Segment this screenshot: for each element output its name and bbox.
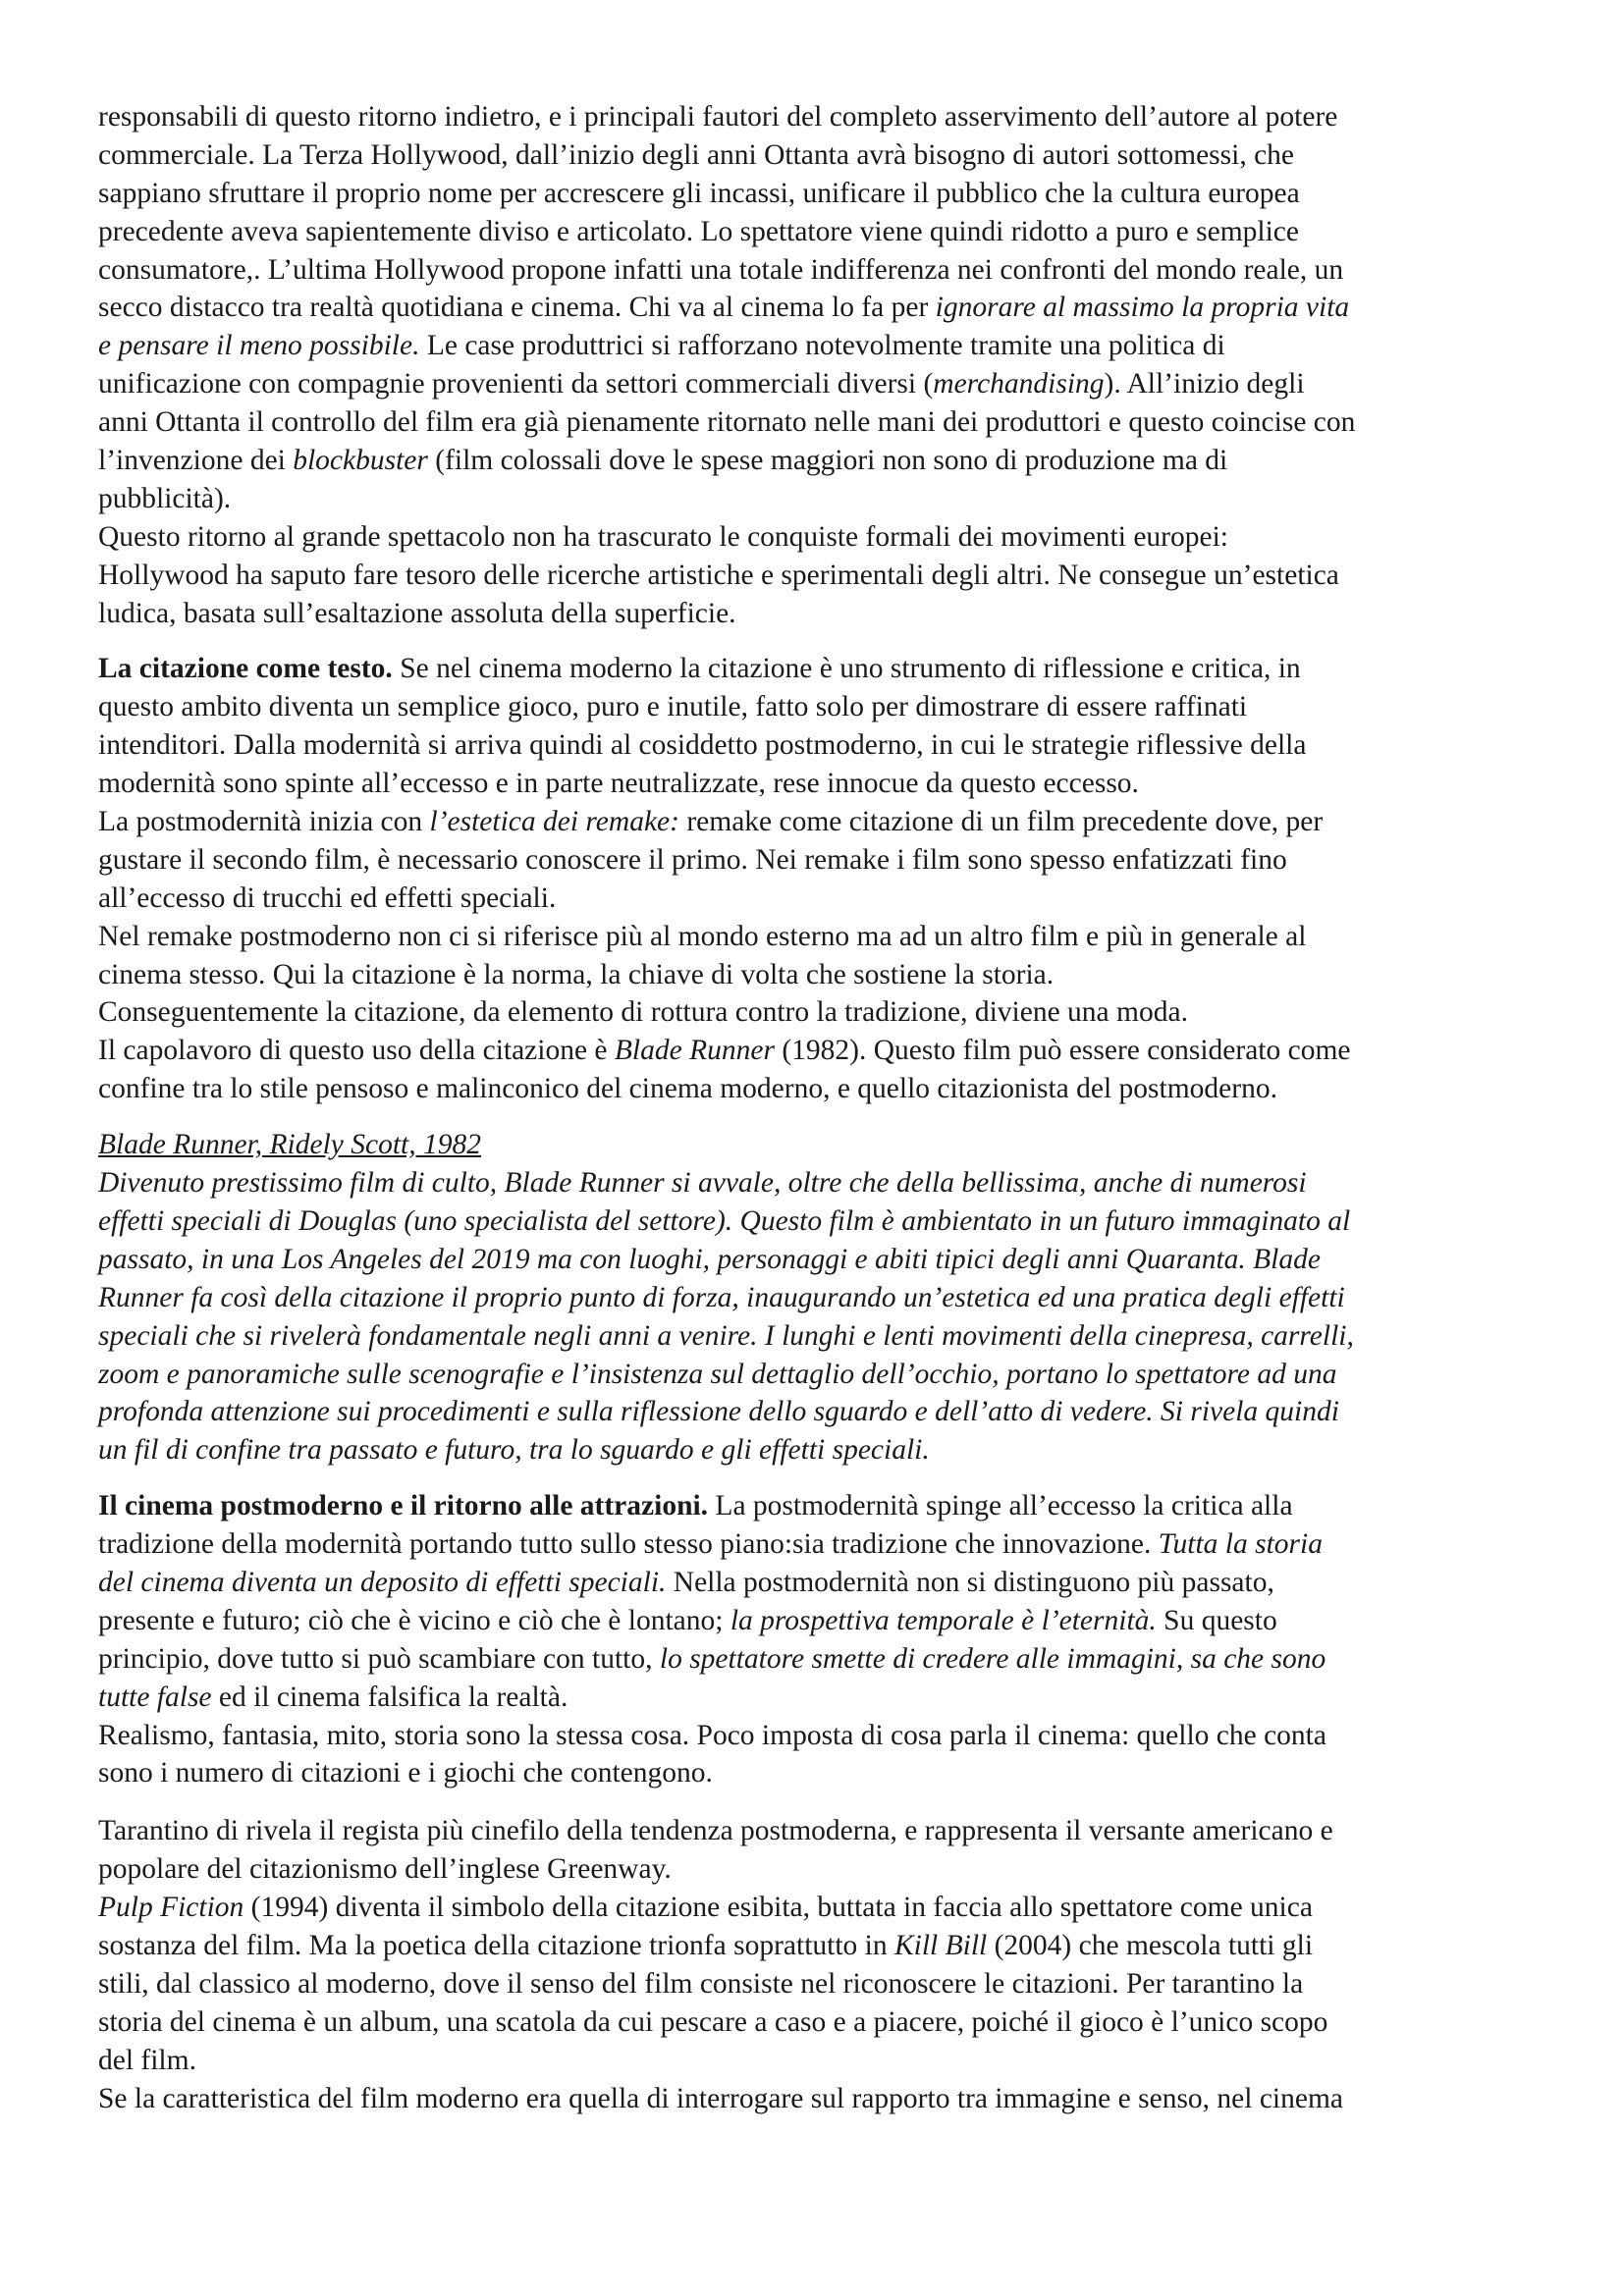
text-line <box>98 2003 1492 2042</box>
text-line <box>98 595 1492 633</box>
text-line <box>98 327 1492 365</box>
text-line <box>98 518 1492 557</box>
text-run: confine tra lo stile pensoso e malinconico del cinema moderno, e quello citazionista del postmoderno. <box>98 1073 1277 1105</box>
text-line <box>98 1965 1492 2003</box>
text-line <box>98 557 1492 595</box>
text-run: commerciale. La Terza Hollywood, dall’inizio degli anni Ottanta avrà bisogno di autori sottomessi, che <box>98 138 1295 171</box>
text-run: tradizione della modernità portando tutto sullo stesso piano:sia tradizione che innovazione. <box>98 1528 1159 1561</box>
text-line <box>98 1241 1492 1279</box>
text-line <box>98 1679 1492 1717</box>
text-line <box>98 1164 1492 1202</box>
text-line <box>98 1564 1492 1602</box>
emphasis-text: del cinema diventa un deposito di effetti speciali. <box>98 1566 667 1598</box>
text-run: sono i numero di citazioni e i giochi che contengono. <box>98 1757 713 1789</box>
text-line <box>98 2080 1492 2118</box>
text-run: Su questo <box>1156 1604 1277 1636</box>
paragraph-gap <box>98 1108 1492 1126</box>
text-line <box>98 1431 1492 1469</box>
text-line <box>98 1279 1492 1317</box>
text-run: ludica, basata sull’esaltazione assoluta della superficie. <box>98 597 736 629</box>
paragraph-blade-runner <box>98 1126 1492 1469</box>
text-line <box>98 1525 1492 1564</box>
text-line <box>98 1070 1492 1108</box>
text-run: popolare del citazionismo dell’inglese Greenway. <box>98 1853 672 1886</box>
paragraph-hollywood-commerciale <box>98 98 1492 632</box>
emphasis-text: passato, in una Los Angeles del 2019 ma con luoghi, personaggi e abiti tipici degli anni Quaranta. Blade <box>98 1243 1321 1275</box>
text-line <box>98 650 1492 688</box>
text-line <box>98 1640 1492 1679</box>
film-caption-title: Blade Runner, Ridely Scott, 1982 <box>98 1129 481 1161</box>
text-run: l’invenzione dei <box>98 445 294 477</box>
text-line <box>98 480 1492 518</box>
text-line <box>98 1487 1492 1525</box>
text-run: Hollywood ha saputo fare tesoro delle ricerche artistiche e sperimentali degli altri. Ne consegue un’estetica <box>98 559 1339 591</box>
text-line <box>98 765 1492 803</box>
text-run: secco distacco tra realtà quotidiana e cinema. Chi va al cinema lo fa per <box>98 292 936 324</box>
text-run: precedente aveva sapientemente diviso e articolato. Lo spettatore viene quindi ridotto a puro e semplice <box>98 215 1299 247</box>
text-run: Conseguentemente la citazione, da elemento di rottura contro la tradizione, diviene una moda. <box>98 996 1188 1029</box>
text-run: Tarantino di rivela il regista più cinefilo della tendenza postmoderna, e rappresenta il versante americano e <box>98 1815 1333 1847</box>
section-heading: Il cinema postmoderno e il ritorno alle attrazioni. <box>98 1490 709 1522</box>
text-line <box>98 1202 1492 1241</box>
emphasis-text: tutte false <box>98 1681 212 1713</box>
text-run: principio, dove tutto si può scambiare con tutto, <box>98 1642 660 1675</box>
text-run: del film. <box>98 2044 196 2076</box>
emphasis-text: effetti speciali di Douglas (uno specialista del settore). Questo film è ambientato in un futuro immaginato al <box>98 1204 1351 1237</box>
text-run: unificazione con compagnie provenienti da settori commerciali diversi ( <box>98 368 934 400</box>
text-line <box>98 213 1492 251</box>
text-line <box>98 365 1492 403</box>
emphasis-text: zoom e panoramiche sulle scenografie e l’insistenza sul dettaglio dell’occhio, portano lo spettatore ad una <box>98 1358 1337 1390</box>
paragraph-gap <box>98 632 1492 650</box>
text-run: Nel remake postmoderno non ci si riferisce più al mondo esterno ma ad un altro film e più in generale al <box>98 920 1307 952</box>
text-run: questo ambito diventa un semplice gioco, puro e inutile, fatto solo per dimostrare di essere raffinati <box>98 691 1248 723</box>
emphasis-text: Kill Bill <box>893 1929 988 1961</box>
text-run: Realismo, fantasia, mito, storia sono la stessa cosa. Poco imposta di cosa parla il cinema: quello che conta <box>98 1719 1326 1751</box>
text-line <box>98 289 1492 327</box>
text-run: (1994) diventa il simbolo della citazione esibita, buttata in faccia allo spettatore come unica <box>243 1892 1313 1924</box>
text-run: ed il cinema falsifica la realtà. <box>211 1681 568 1713</box>
emphasis-text: l’estetica dei remake: <box>429 806 679 838</box>
text-line <box>98 803 1492 841</box>
text-line <box>98 841 1492 880</box>
text-line <box>98 726 1492 765</box>
text-run: La postmodernità inizia con <box>98 806 430 838</box>
emphasis-text: la prospettiva temporale è l’eternità. <box>730 1604 1157 1636</box>
text-run: responsabili di questo ritorno indietro, e i principali fautori del completo asservimento dell’autore al potere <box>98 101 1338 133</box>
text-run: Questo ritorno al grande spettacolo non ha trascurato le conquiste formali dei movimenti europei: <box>98 520 1228 553</box>
emphasis-text: profonda attenzione sui procedimenti e sulla riflessione dello sguardo e dell’atto di vedere. Si rivela quindi <box>98 1396 1339 1428</box>
text-line <box>98 1317 1492 1356</box>
text-run: La postmodernità spinge all’eccesso la critica alla <box>708 1490 1293 1522</box>
text-line <box>98 1393 1492 1431</box>
text-line <box>98 880 1492 918</box>
text-run: intenditori. Dalla modernità si arriva quindi al cosiddetto postmoderno, in cui le strategie riflessive della <box>98 729 1307 762</box>
text-line <box>98 956 1492 994</box>
document-page <box>98 98 1492 2117</box>
text-run: Se la caratteristica del film moderno era quella di interrogare sul rapporto tra immagine e senso, nel cinema <box>98 2082 1344 2114</box>
paragraph-citazione-come-testo <box>98 650 1492 1108</box>
text-run: consumatore,. L’ultima Hollywood propone infatti una totale indifferenza nei confronti del mondo reale, un <box>98 253 1344 286</box>
text-run: sappiano sfruttare il proprio nome per accrescere gli incassi, unificare il pubblico che la cultura europea <box>98 177 1300 209</box>
text-line <box>98 993 1492 1032</box>
text-run: pubblicità). <box>98 482 232 514</box>
emphasis-text: blockbuster <box>293 445 428 477</box>
emphasis-text: Divenuto prestissimo film di culto, Blade Runner si avvale, oltre che della bellissima, anche di numerosi <box>98 1167 1307 1200</box>
emphasis-text: ignorare al massimo la propria vita <box>935 292 1350 324</box>
text-run: Nella postmodernità non si distinguono più passato, <box>666 1566 1274 1598</box>
emphasis-text: speciali che si rivelerà fondamentale negli anni a venire. I lunghi e lenti movimenti della cinepresa, carrelli, <box>98 1319 1354 1352</box>
text-run: Se nel cinema moderno la citazione è uno strumento di riflessione e critica, in <box>392 653 1301 685</box>
text-line <box>98 2042 1492 2080</box>
text-line <box>98 136 1492 175</box>
emphasis-text: Blade Runner <box>614 1035 775 1067</box>
paragraph-gap <box>98 1792 1492 1812</box>
text-line <box>98 918 1492 956</box>
text-line <box>98 688 1492 726</box>
text-run: storia del cinema è un album, una scatola da cui pescare a caso e a piacere, poiché il gioco è l’unico scopo <box>98 2005 1328 2038</box>
text-line <box>98 1754 1492 1792</box>
emphasis-text: lo spettatore smette di credere alle immagini, sa che sono <box>659 1642 1326 1675</box>
text-line <box>98 1602 1492 1640</box>
emphasis-text: Runner fa così della citazione il proprio punto di forza, inaugurando un’estetica ed una pratica degli effetti <box>98 1281 1345 1313</box>
paragraph-ritorno-alle-attrazioni <box>98 1487 1492 1792</box>
text-run: Il capolavoro di questo uso della citazione è <box>98 1035 615 1067</box>
text-run: modernità sono spinte all’eccesso e in parte neutralizzate, rese innocue da questo eccesso. <box>98 768 1139 800</box>
text-line <box>98 1889 1492 1927</box>
text-run: sostanza del film. Ma la poetica della citazione trionfa soprattutto in <box>98 1929 894 1961</box>
text-run: all’eccesso di trucchi ed effetti speciali. <box>98 881 557 914</box>
text-run: (2004) che mescola tutti gli <box>987 1929 1314 1961</box>
emphasis-text: un fil di confine tra passato e futuro, tra lo sguardo e gli effetti speciali. <box>98 1434 930 1467</box>
paragraph-tarantino <box>98 1812 1492 2117</box>
text-run: Le case produttrici si rafforzano notevolmente tramite una politica di <box>419 330 1225 362</box>
text-run: gustare il secondo film, è necessario conoscere il primo. Nei remake i film sono spesso enfatizzati fino <box>98 843 1287 876</box>
paragraph-gap <box>98 1469 1492 1487</box>
text-run: cinema stesso. Qui la citazione è la norma, la chiave di volta che sostiene la storia. <box>98 958 1055 990</box>
emphasis-text: Pulp Fiction <box>98 1892 244 1924</box>
text-run: stili, dal classico al moderno, dove il senso del film consiste nel riconoscere le citazioni. Per tarantino la <box>98 1967 1304 2000</box>
text-run: (film colossali dove le spese maggiori non sono di produzione ma di <box>427 445 1228 477</box>
emphasis-text: e pensare il meno possibile. <box>98 330 420 362</box>
text-run: remake come citazione di un film precedente dove, per <box>678 806 1324 838</box>
text-run: ). All’inizio degli <box>1104 368 1305 400</box>
text-line <box>98 1812 1492 1850</box>
text-line <box>98 1356 1492 1394</box>
text-run: (1982). Questo film può essere considerato come <box>774 1035 1351 1067</box>
text-line <box>98 1717 1492 1755</box>
emphasis-text: Tutta la storia <box>1158 1528 1323 1561</box>
text-run: presente e futuro; ciò che è vicino e ciò che è lontano; <box>98 1604 730 1636</box>
text-line <box>98 1032 1492 1070</box>
text-run: anni Ottanta il controllo del film era già pienamente ritornato nelle mani dei produttori e questo coincise con <box>98 406 1356 439</box>
emphasis-text: merchandising <box>933 368 1105 400</box>
text-line <box>98 403 1492 442</box>
section-heading: La citazione come testo. <box>98 653 393 685</box>
text-line <box>98 175 1492 213</box>
text-line <box>98 98 1492 136</box>
text-line <box>98 1927 1492 1965</box>
text-line <box>98 1126 1492 1164</box>
text-line <box>98 442 1492 480</box>
text-line <box>98 251 1492 290</box>
text-line <box>98 1850 1492 1889</box>
